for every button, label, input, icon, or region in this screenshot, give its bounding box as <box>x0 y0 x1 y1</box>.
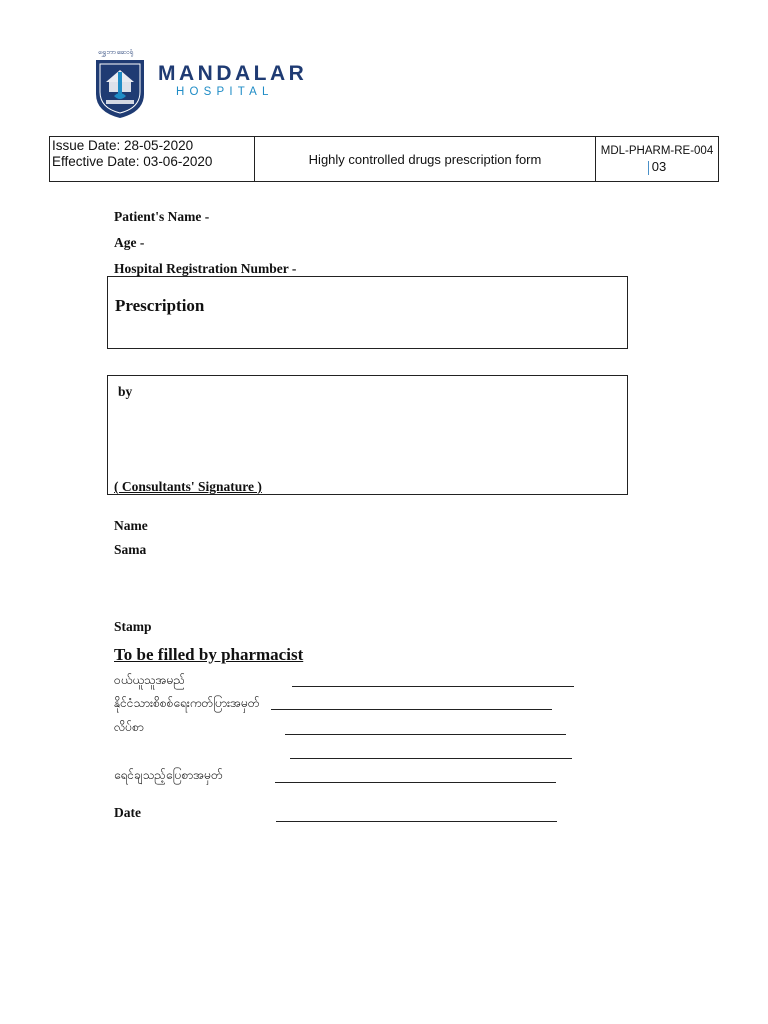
by-label: by <box>118 384 133 399</box>
logo-name: MANDALAR <box>158 62 308 85</box>
document-code: MDL-PHARM-RE-004 <box>600 145 714 157</box>
nrc-line[interactable] <box>271 709 552 710</box>
address-line-2[interactable] <box>290 758 572 759</box>
effective-date: Effective Date: 03-06-2020 <box>52 154 213 169</box>
logo-tagline: ရွှေဘာဆေးရုံ <box>98 48 134 56</box>
buyer-name-label: ဝယ်ယူသူအမည် <box>114 673 186 687</box>
sama-label: Sama <box>114 542 147 557</box>
consultant-signature-label: ( Consultants' Signature ) <box>114 479 262 494</box>
prescription-box[interactable] <box>107 276 628 349</box>
text-cursor-icon <box>648 161 649 175</box>
hospital-shield-icon <box>92 56 148 120</box>
stamp-label: Stamp <box>114 619 152 634</box>
address-line-1[interactable] <box>285 734 566 735</box>
receipt-number-line[interactable] <box>275 782 556 783</box>
date-label: Date <box>114 805 141 820</box>
age-label: Age - <box>114 235 145 250</box>
header-title-cell <box>255 137 596 181</box>
consultant-signature-box[interactable] <box>107 375 628 495</box>
hospital-logo <box>92 48 312 120</box>
prescription-title: Prescription <box>115 296 205 315</box>
header-dates-cell <box>50 137 255 181</box>
address-label: လိပ်စာ <box>114 720 144 734</box>
logo-subtitle: HOSPITAL <box>176 86 274 98</box>
header-code-cell <box>596 137 718 181</box>
buyer-name-line[interactable] <box>292 686 574 687</box>
document-header-table <box>49 136 719 182</box>
receipt-number-label: ရေင်ချသည့်ပြေစာအမှတ် <box>114 768 223 782</box>
nrc-label: နိုင်ငံသားစိစစ်ရေးကတ်ပြားအမှတ် <box>114 696 260 710</box>
date-line[interactable] <box>276 821 557 822</box>
pharmacist-section-title: To be filled by pharmacist <box>114 645 304 664</box>
form-title: Highly controlled drugs prescription form <box>308 151 542 167</box>
registration-number-label: Hospital Registration Number - <box>114 261 297 276</box>
revision-number: 03 <box>651 159 667 174</box>
doctor-name-label: Name <box>114 518 148 533</box>
patient-name-label: Patient's Name - <box>114 209 210 224</box>
issue-date: Issue Date: 28-05-2020 <box>52 138 194 153</box>
